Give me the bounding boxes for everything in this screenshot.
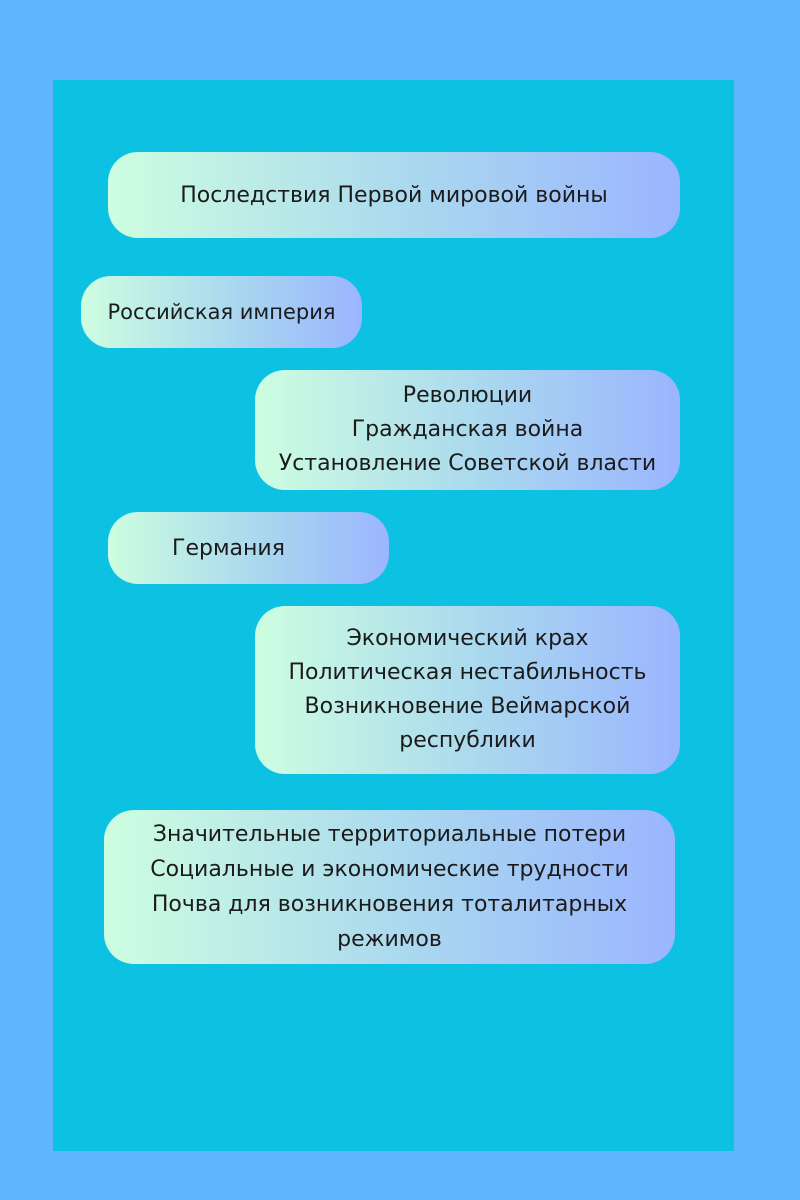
- russia-box: [81, 276, 362, 348]
- russia-label: Российская империя: [107, 299, 336, 324]
- title-box: [108, 152, 680, 238]
- common-effect-1: Значительные территориальные потери: [152, 822, 627, 847]
- common-effects-box: [104, 810, 675, 964]
- germany-label: Германия: [172, 535, 285, 561]
- diagram-title: Последствия Первой мировой войны: [180, 182, 608, 208]
- common-effect-2: Социальные и экономические трудности: [150, 857, 629, 882]
- russia-effect-3: Установление Советской власти: [278, 451, 657, 476]
- russia-effect-1: Революции: [402, 383, 533, 408]
- germany-effect-3: Возникновение Веймарской: [304, 694, 631, 719]
- russia-effects-box: [255, 370, 680, 490]
- germany-box: [108, 512, 389, 584]
- common-effect-4: режимов: [337, 927, 442, 952]
- germany-effect-1: Экономический крах: [346, 626, 589, 651]
- common-effect-3: Почва для возникновения тоталитарных: [151, 892, 628, 917]
- germany-effects-box: [255, 606, 680, 774]
- russia-effect-2: Гражданская война: [351, 417, 584, 442]
- germany-effect-4: республики: [399, 728, 536, 753]
- germany-effect-2: Политическая нестабильность: [288, 660, 647, 685]
